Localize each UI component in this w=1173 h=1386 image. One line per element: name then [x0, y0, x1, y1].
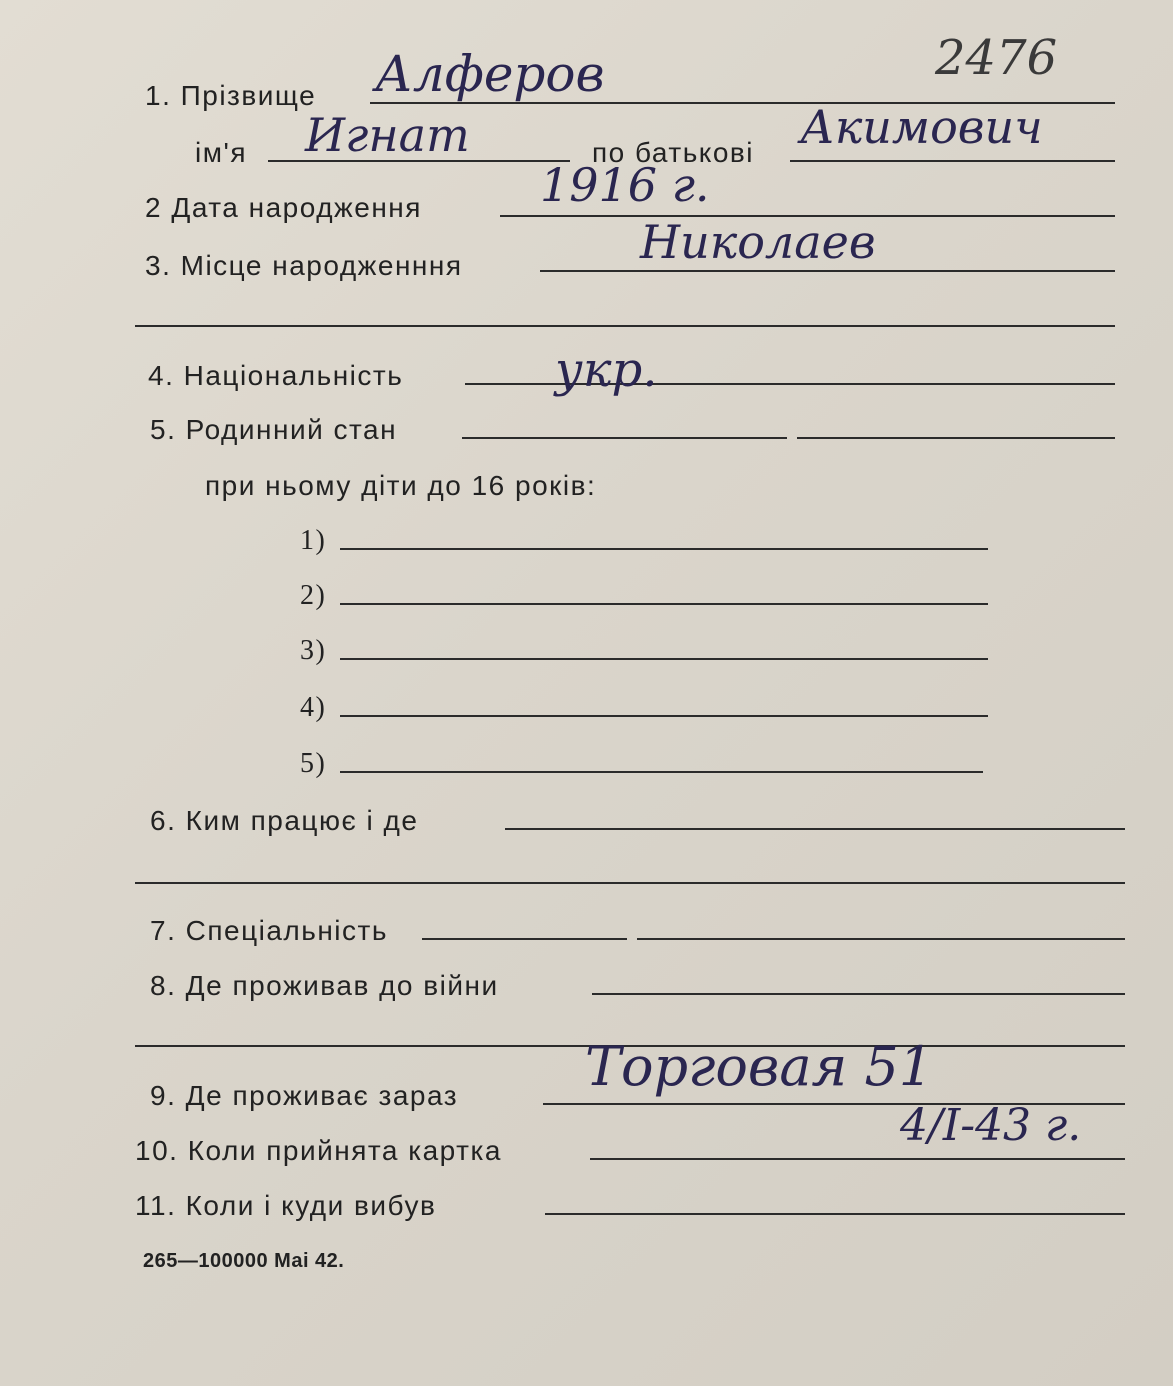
- surname-value: Алферов: [375, 45, 605, 103]
- occupation-line: [505, 828, 1125, 830]
- specialty-label: 7. Спеціальність: [150, 915, 388, 946]
- marital-status-label: 5. Родинний стан: [150, 414, 398, 445]
- occupation-line-2: [135, 882, 1125, 884]
- child-5-line: [340, 771, 983, 773]
- name-value: Игнат: [305, 108, 470, 162]
- birth-place-value: Николаев: [640, 215, 876, 269]
- patronymic-label: по батькові: [592, 137, 755, 168]
- child-1-number: 1): [300, 525, 327, 556]
- departure-line: [545, 1213, 1125, 1215]
- current-residence-label: 9. Де проживає зараз: [150, 1080, 459, 1111]
- surname-label: 1. Прізвище: [145, 80, 317, 111]
- current-residence-value: Торговая 51: [585, 1035, 934, 1098]
- card-accepted-value: 4/I-43 г.: [900, 1100, 1082, 1151]
- specialty-line-a: [422, 938, 627, 940]
- patronymic-value: Акимович: [800, 100, 1043, 154]
- nationality-label: 4. Національність: [148, 360, 404, 391]
- nationality-value: укр.: [555, 342, 658, 398]
- child-3-number: 3): [300, 635, 327, 666]
- specialty-line-b: [637, 938, 1125, 940]
- birth-date-value: 1916 г.: [540, 158, 710, 212]
- child-3-line: [340, 658, 988, 660]
- child-1-line: [340, 548, 988, 550]
- card-accepted-line: [590, 1158, 1125, 1160]
- name-label: ім'я: [195, 137, 247, 168]
- marital-status-line-a: [462, 437, 787, 439]
- prewar-residence-line: [592, 993, 1125, 995]
- birth-date-label: 2 Дата народження: [145, 192, 422, 223]
- prewar-residence-label: 8. Де проживав до війни: [150, 970, 499, 1001]
- birth-place-line-2: [135, 325, 1115, 327]
- child-2-line: [340, 603, 988, 605]
- child-2-number: 2): [300, 580, 327, 611]
- card-accepted-label: 10. Коли прийнята картка: [135, 1135, 502, 1166]
- child-4-line: [340, 715, 988, 717]
- patronymic-line: [790, 160, 1115, 162]
- marital-status-line-b: [797, 437, 1115, 439]
- child-4-number: 4): [300, 692, 327, 723]
- birth-place-line: [540, 270, 1115, 272]
- print-run-footer: 265—100000 Mai 42.: [143, 1250, 345, 1272]
- archive-number: 2476: [935, 30, 1058, 86]
- child-5-number: 5): [300, 748, 327, 779]
- departure-label: 11. Коли і куди вибув: [135, 1190, 437, 1221]
- children-label: при ньому діти до 16 років:: [205, 470, 597, 501]
- birth-place-label: 3. Місце народженння: [145, 250, 463, 281]
- occupation-label: 6. Ким працює і де: [150, 805, 419, 836]
